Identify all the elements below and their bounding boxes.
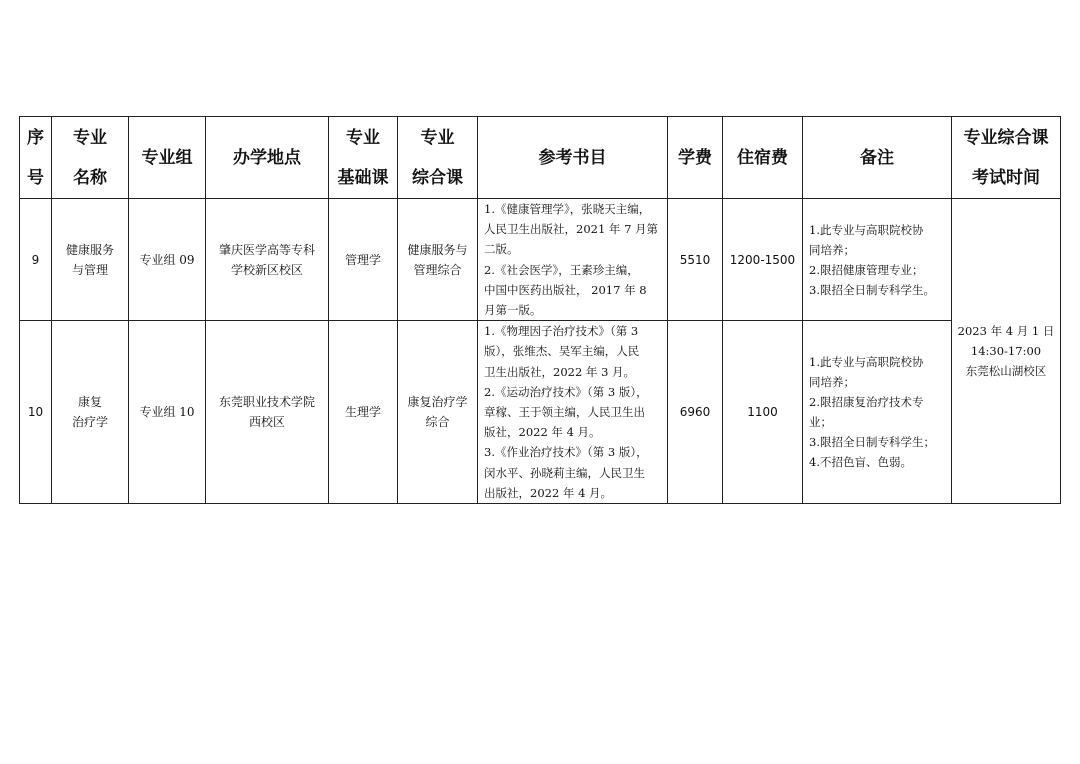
row-major: 健康服务 与管理 <box>52 199 129 321</box>
table-row <box>20 321 1061 504</box>
row-notes: 1.此专业与高职院校协 同培养； 2.限招康复治疗技术专 业； 3.限招全日制专科学生； 4.不招色盲、色弱。 <box>803 321 952 504</box>
header-location: 办学地点 <box>206 117 329 199</box>
header-group: 专业组 <box>129 117 206 199</box>
row-reference-books: 1.《物理因子治疗技术》（第 3 版），张维杰、吴军主编，人民 卫生出版社，2022 年 3 月。 2.《运动治疗技术》（第 3 版）， 章稼、王于领主编，人民卫生出 版社，2022 年 4 月。 3.《作业治疗技术》（第 3 版）， 闵水平、孙晓莉主编，人民卫生 出版社，2022 年 4 月。 <box>478 321 668 504</box>
admissions-table <box>19 116 1061 504</box>
row-notes: 1.此专业与高职院校协 同培养； 2.限招健康管理专业； 3.限招全日制专科学生。 <box>803 199 952 321</box>
row-major: 康复 治疗学 <box>52 321 129 504</box>
row-comprehensive-course: 康复治疗学 综合 <box>398 321 478 504</box>
header-row <box>20 117 1061 199</box>
header-notes: 备注 <box>803 117 952 199</box>
row-tuition: 5510 <box>668 199 723 321</box>
header-dorm-fee: 住宿费 <box>723 117 803 199</box>
row-group: 专业组 10 <box>129 321 206 504</box>
header-basic-course: 专业 基础课 <box>329 117 398 199</box>
row-location: 东莞职业技术学院 西校区 <box>206 321 329 504</box>
row-location: 肇庆医学高等专科 学校新区校区 <box>206 199 329 321</box>
header-seq: 序 号 <box>20 117 52 199</box>
header-comprehensive-course: 专业 综合课 <box>398 117 478 199</box>
row-group: 专业组 09 <box>129 199 206 321</box>
row-tuition: 6960 <box>668 321 723 504</box>
header-reference-books: 参考书目 <box>478 117 668 199</box>
row-dorm-fee: 1200-1500 <box>723 199 803 321</box>
row-basic-course: 生理学 <box>329 321 398 504</box>
row-basic-course: 管理学 <box>329 199 398 321</box>
row-reference-books: 1.《健康管理学》，张晓天主编， 人民卫生出版社，2021 年 7 月第 二版。 2.《社会医学》，王素珍主编， 中国中医药出版社， 2017 年 8 月第一版。 <box>478 199 668 321</box>
header-exam-time: 专业综合课 考试时间 <box>952 117 1061 199</box>
exam-time-cell: 2023 年 4 月 1 日 14:30-17:00 东莞松山湖校区 <box>952 199 1061 504</box>
row-dorm-fee: 1100 <box>723 321 803 504</box>
row-comprehensive-course: 健康服务与 管理综合 <box>398 199 478 321</box>
header-major: 专业 名称 <box>52 117 129 199</box>
row-seq: 10 <box>20 321 52 504</box>
table-row <box>20 199 1061 321</box>
row-seq: 9 <box>20 199 52 321</box>
header-tuition: 学费 <box>668 117 723 199</box>
